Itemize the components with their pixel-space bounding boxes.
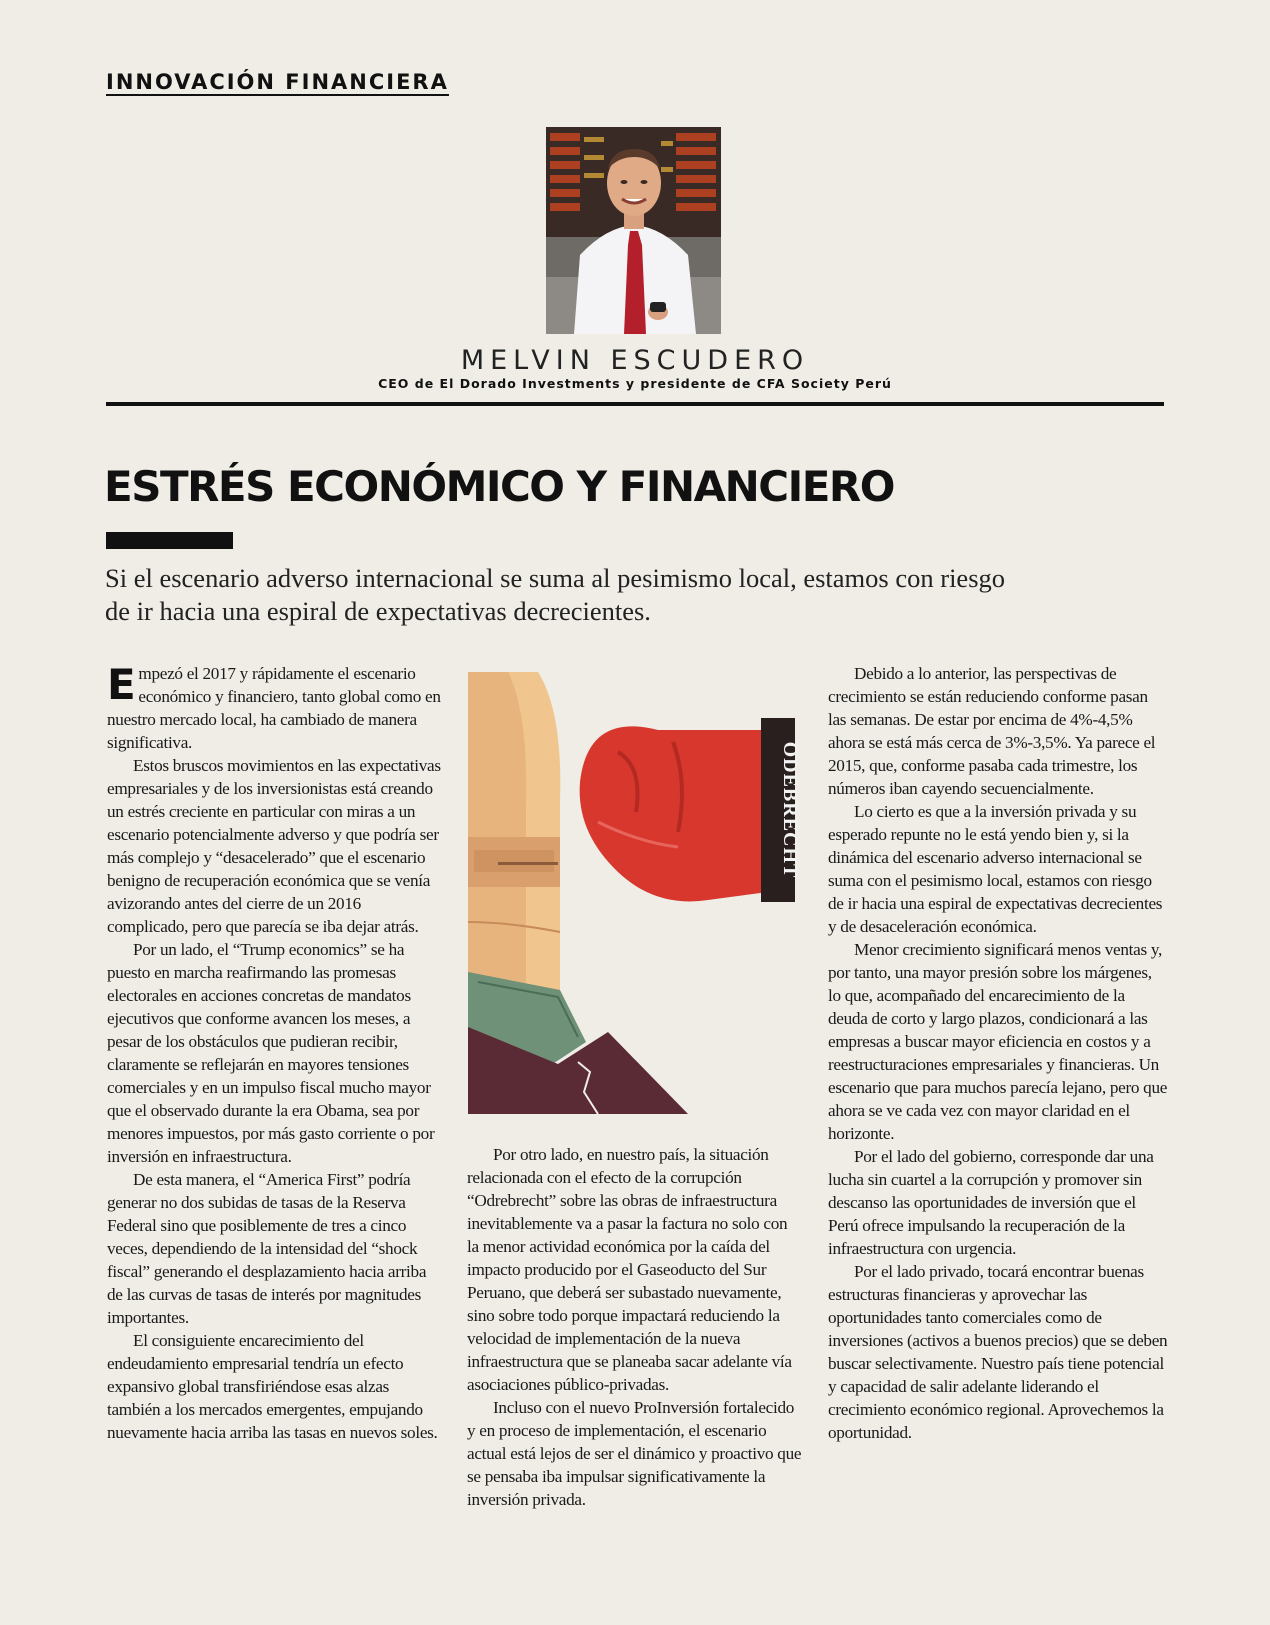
paragraph: Por el lado privado, tocará encontrar buenas estructuras financieras y aprovechar las oportunidades tanto comerciales como de inversiones (activos a buenos precios) que se deben buscar selectivamente. Nuestro país tiene potencial y capacidad de salir adelante liderando el crecimiento económico regional. Aprovechemos la oportunidad. (828, 1262, 1168, 1442)
paragraph: Por otro lado, en nuestro país, la situación relacionada con el efecto de la corrupción “Odrebrecht” sobre las obras de infraestructura inevitablemente va a pasar la factura no solo con la menor actividad económica por la caída del impacto producido por el Gaseoducto del Sur Peruano, que deberá ser subastado nuevamente, sino sobre todo porque impactará reduciendo la velocidad de implementación de la nueva infraestructura que se planeaba sacar adelante vía asociaciones público-privadas. (467, 1145, 792, 1394)
paragraph: Lo cierto es que a la inversión privada y su esperado repunte no le está yendo bien y, si la dinámica del escenario adverso internacional se suma con el pesimismo local, estamos con riesgo de ir hacia una espiral de expectativas decrecientes y de desaceleración económica. (828, 802, 1163, 936)
paragraph: De esta manera, el “America First” podría generar no dos subidas de tasas de la Reserva Federal sino que posiblemente de tres a cinco veces, dependiendo de la intensidad del “shock fiscal” generando el desplazamiento hacia arriba de las curvas de tasas de interés por magnitudes importantes. (107, 1170, 427, 1327)
paragraph: El consiguiente encarecimiento del endeudamiento empresarial tendría un efecto expansivo global transfiriéndose esas alzas también a los mercados emergentes, empujando nuevamente hacia arriba las tasas en nuevos soles. (107, 1331, 438, 1442)
paragraph: Menor crecimiento significará menos ventas y, por tanto, una mayor presión sobre los márgenes, lo que, acompañado del encarecimiento de la deuda de corto y largo plazos, condicionará a las empresas a buscar mayor eficiencia en costos y a reestructuraciones empresariales y financieras. Un escenario que para muchos parecía lejano, pero que ahora se ve cada vez con mayor claridad en el horizonte. (828, 940, 1168, 1143)
column-2 (467, 1143, 803, 1511)
paragraph: Estos bruscos movimientos en las expectativas empresariales y de los inversionistas está creando un estrés creciente en particular con miras a un escenario potencialmente adverso y que podría ser más complejo y “desacelerado” que el escenario benigno de recuperación económica que se venía avizorando antes del cierre de un 2016 complicado, pero que parecía se iba dejar atrás. (107, 756, 441, 936)
deck: Si el escenario adverso internacional se suma al pesimismo local, estamos con riesgo de ir hacia una espiral de expectativas decrecientes. (105, 563, 1006, 626)
glove-cuff-label: ODEBRECHT (779, 741, 801, 879)
paragraph: Por el lado del gobierno, corresponde dar una lucha sin cuartel a la corrupción y promover sin descanso las oportunidades de inversión que el Perú ofrece impulsando la recuperación de la infraestructura con urgencia. (828, 1147, 1154, 1258)
author-role: CEO de El Dorado Investments y presidente de CFA Society Perú (378, 376, 892, 391)
header-rule (106, 402, 1164, 406)
paragraph: Incluso con el nuevo ProInversión fortalecido y en proceso de implementación, el escenario actual está lejos de ser el dinámico y proactivo que se pensaba iba impulsar significativamente la inversión privada. (467, 1398, 802, 1509)
column-3 (828, 662, 1168, 1444)
author-name: MELVIN ESCUDERO (460, 345, 810, 376)
author-photo (546, 127, 721, 334)
paragraph: Por un lado, el “Trump economics” se ha puesto en marcha reafirmando las promesas electorales en acciones concretas de mandatos ejecutivos que conforme avancen los meses, a pesar de los obstáculos que pudieran recibir, claramente se reflejarán en mayores tensiones comerciales y en un impulso fiscal mucho mayor que el observado durante la era Obama, sea por menores impuestos, por más gasto corriente o por inversión en infraestructura. (107, 940, 435, 1166)
section-label: INNOVACIÓN FINANCIERA (106, 70, 449, 94)
drop-cap: E (107, 660, 136, 709)
headline-accent-bar (106, 532, 233, 549)
paragraph: Debido a lo anterior, las perspectivas de crecimiento se están reduciendo conforme pasan las semanas. De estar por encima de 4%-4,5% ahora se está más cerca de 3%-3,5%. Ya parece el 2015, que, conforme pasaba cada trimestre, los números iban cayendo secuencialmente. (828, 664, 1156, 798)
headline: ESTRÉS ECONÓMICO Y FINANCIERO (104, 462, 894, 511)
paragraph-text: mpezó el 2017 y rápidamente el escenario económico y financiero, tanto global como en nuestro mercado local, ha cambiado de manera significativa. (107, 664, 441, 752)
boxing-glove-illustration (468, 672, 804, 1114)
column-1 (107, 662, 443, 1444)
paragraph (107, 662, 443, 754)
